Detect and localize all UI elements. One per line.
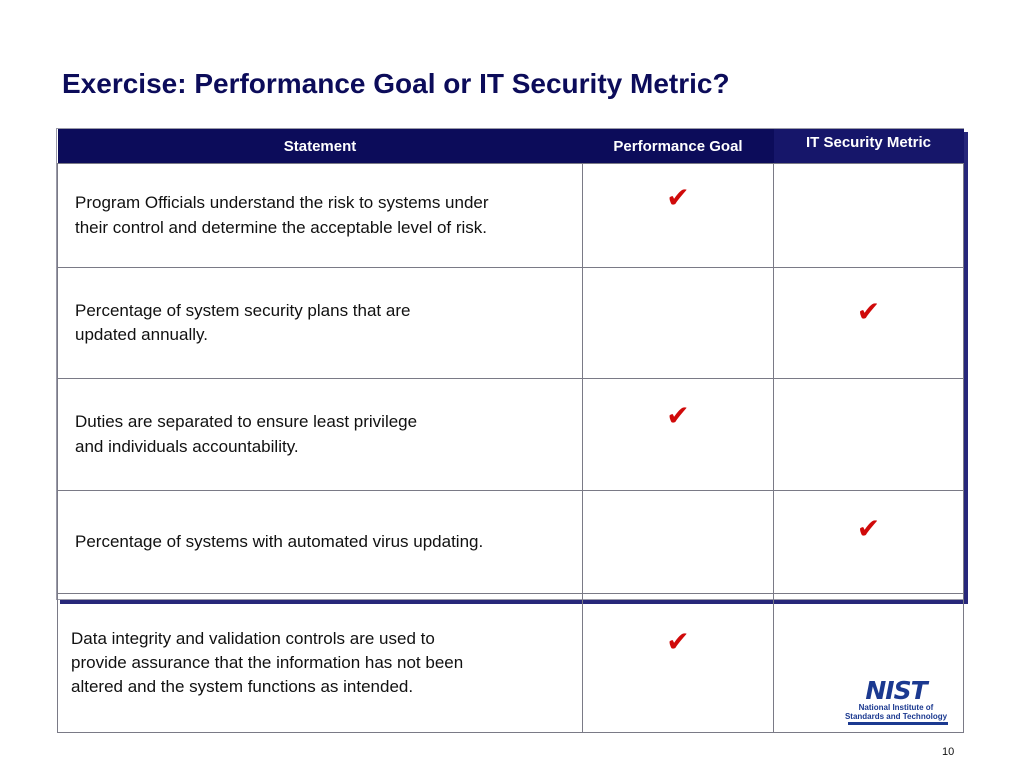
it-security-metric-cell <box>774 491 964 594</box>
statement-line: Duties are separated to ensure least privilege <box>75 412 418 432</box>
statement-line: and individuals accountability. <box>75 436 299 456</box>
it-security-metric-cell <box>774 379 964 491</box>
checkmark-icon: ✔ <box>666 399 690 432</box>
table-row <box>58 491 964 594</box>
performance-goal-cell <box>583 268 774 379</box>
statement-cell <box>58 594 583 733</box>
statement-cell <box>58 491 583 594</box>
nist-logo-line1: National Institute of <box>858 703 934 712</box>
performance-goal-cell <box>583 379 774 491</box>
checkmark-icon: ✔ <box>666 181 690 214</box>
statement-line: Data integrity and validation controls are used to <box>71 628 435 648</box>
performance-goal-cell <box>583 491 774 594</box>
statement-cell <box>58 379 583 491</box>
statement-line: Percentage of system security plans that are <box>75 300 411 320</box>
performance-goal-cell <box>583 594 774 733</box>
statement-line: Program Officials understand the risk to systems under <box>75 193 489 213</box>
page-number: 10 <box>942 746 955 758</box>
nist-logo-mark: NIST <box>865 676 927 705</box>
statement-line: Percentage of systems with automated virus updating. <box>75 531 484 551</box>
table-row <box>58 164 964 268</box>
table-row <box>58 594 964 733</box>
statement-cell <box>58 164 583 268</box>
nist-logo-underline <box>848 722 948 725</box>
it-security-metric-cell <box>774 164 964 268</box>
nist-logo <box>838 678 954 725</box>
header-performance-goal: Performance Goal <box>583 129 774 164</box>
statement-line: altered and the system functions as intended. <box>71 677 414 697</box>
performance-goal-cell <box>583 164 774 268</box>
statement-cell <box>58 268 583 379</box>
statement-line: updated annually. <box>75 325 208 344</box>
header-statement: Statement <box>58 129 583 164</box>
it-security-metric-cell <box>774 268 964 379</box>
checkmark-icon: ✔ <box>666 625 690 658</box>
header-it-security-metric: IT Security Metric <box>774 129 964 164</box>
page-title: Exercise: Performance Goal or IT Security Metric? <box>62 68 730 99</box>
nist-logo-line2: Standards and Technology <box>844 712 948 722</box>
statement-line: provide assurance that the information has not been <box>71 652 464 672</box>
table-row <box>58 379 964 491</box>
checkmark-icon: ✔ <box>856 295 881 328</box>
statement-line: their control and determine the acceptable level of risk. <box>75 217 488 237</box>
table-row <box>58 268 964 379</box>
checkmark-icon: ✔ <box>856 512 881 545</box>
